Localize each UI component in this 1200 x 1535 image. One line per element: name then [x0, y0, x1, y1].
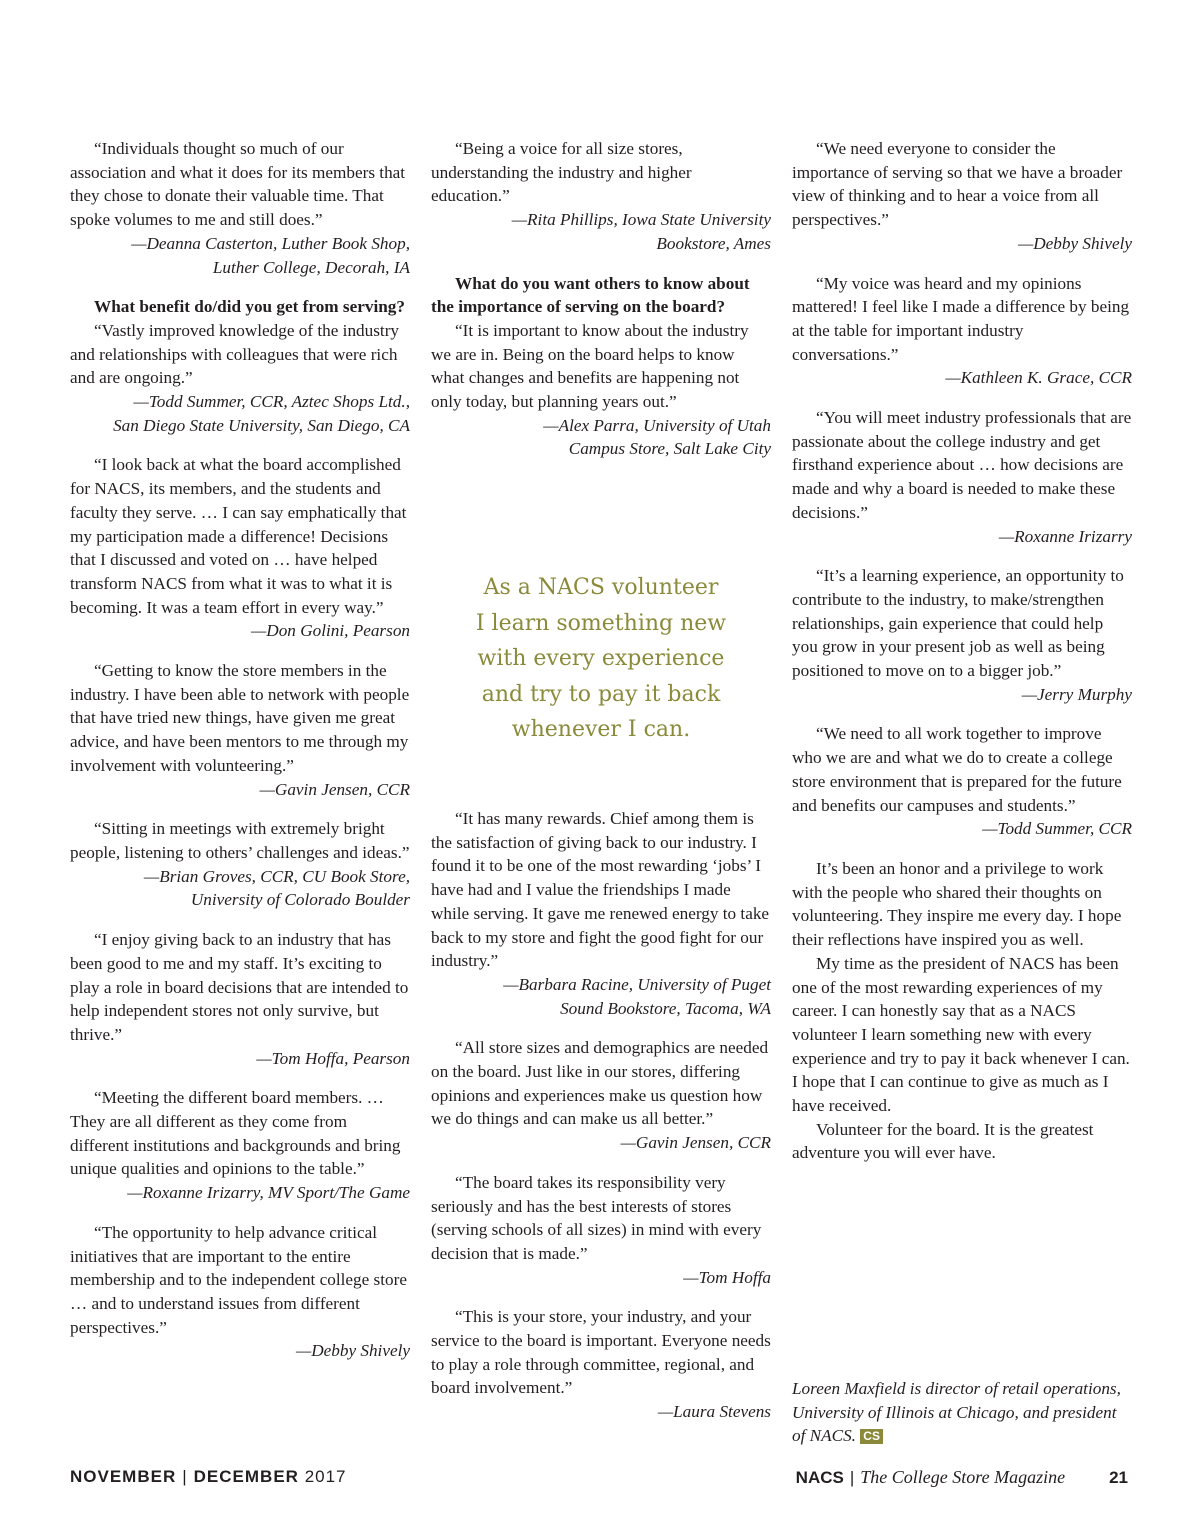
quote-text: “Individuals thought so much of our association and what it does for its members that they chose to donate their valuable time. That spoke volumes to me and still does.”: [70, 139, 406, 230]
quote-text: “Vastly improved knowledge of the industry and relationships with colleagues that were rich and are ongoing.”: [70, 320, 400, 388]
quote-attribution: —Roxanne Irizarry: [998, 526, 1132, 546]
quote-attribution: —Alex Parra, University of Utah Campus Store, Salt Lake City: [543, 415, 771, 459]
magazine-title: The College Store Magazine: [860, 1467, 1066, 1487]
quote-attribution: —Jerry Murphy: [1021, 684, 1132, 704]
quote-irizarry: [70, 1086, 410, 1205]
quote-text: “Being a voice for all size stores, understanding the industry and higher education.”: [431, 139, 692, 206]
quote-attribution: —Deanna Casterton, Luther Book Shop, Luther College, Decorah, IA: [131, 233, 410, 277]
column-3: [792, 137, 1132, 1165]
quote-attribution: —Todd Summer, CCR: [982, 819, 1132, 839]
quote-attribution: —Tom Hoffa, Pearson: [256, 1048, 410, 1068]
footer-magazine: [796, 1467, 1128, 1488]
quote-groves: [70, 817, 410, 912]
quote-text: “Getting to know the store members in the industry. I have been able to network with people that have tried new things, have given me great advice, and have been mentors to me through my involvement with volunteering.”: [70, 661, 410, 775]
quote-attribution: —Kathleen K. Grace, CCR: [945, 368, 1132, 388]
quote-racine: [431, 807, 771, 1020]
quote-text: “We need to all work together to improve who we are and what we do to create a college store environment that is prepared for the future and benefits our campuses and students.”: [792, 724, 1122, 815]
quote-stevens: [431, 1305, 771, 1424]
quote-phillips: [431, 137, 771, 256]
column-2: [431, 137, 771, 477]
section-benefit: [70, 295, 410, 437]
column-1: [70, 137, 410, 1379]
cs-end-mark: CS: [860, 1429, 883, 1444]
closing-paragraph: My time as the president of NACS has been one of the most rewarding experiences of my career. I can honestly say that as a NACS volunteer I learn something new with every experience and try to pay it back whenever I can. I hope that I can continue to give as much as I have received.: [792, 953, 1130, 1116]
author-bio-text: Loreen Maxfield is director of retail operations, University of Illinois at Chicago, and president of NACS.: [792, 1379, 1121, 1446]
issue-month-1: NOVEMBER: [70, 1467, 177, 1486]
issue-month-2: DECEMBER: [193, 1467, 299, 1486]
section-heading: What benefit do/did you get from serving?: [94, 297, 405, 317]
quote-attribution: —Gavin Jensen, CCR: [620, 1133, 771, 1153]
quote-casterton: [70, 137, 410, 279]
pull-quote: As a NACS volunteer I learn something new with every experience and try to pay it back whenever I can.: [475, 575, 727, 742]
quote-summer: [792, 722, 1132, 841]
quote-attribution: —Roxanne Irizarry, MV Sport/The Game: [127, 1183, 410, 1203]
quote-shively-2: [792, 137, 1132, 256]
quote-attribution: —Todd Summer, CCR, Aztec Shops Ltd., San Diego State University, San Diego, CA: [113, 392, 410, 435]
quote-jensen-2: [431, 1036, 771, 1155]
quote-text: “This is your store, your industry, and your service to the board is important. Everyone needs to play a role through committee, regional, and board involvement.”: [431, 1307, 771, 1398]
quote-hoffa: [70, 928, 410, 1070]
quote-text: “Meeting the different board members. … They are all different as they come from different institutions and backgrounds and bring unique qualities and opinions to the table.”: [70, 1088, 401, 1179]
footer-separator: |: [182, 1467, 188, 1486]
quote-golini: [70, 453, 410, 643]
quote-text: “We need everyone to consider the importance of serving so that we have a broader view of thinking and to hear a voice from all perspectives.”: [792, 139, 1123, 230]
quote-attribution: —Don Golini, Pearson: [251, 621, 410, 641]
quote-attribution: —Rita Phillips, Iowa State University Bookstore, Ames: [511, 210, 771, 253]
quote-attribution: —Gavin Jensen, CCR: [259, 779, 410, 799]
quote-text: “All store sizes and demographics are needed on the board. Just like in our stores, differing opinions and experiences make us question how we do things and can make us all better.”: [431, 1038, 769, 1129]
quote-text: “My voice was heard and my opinions mattered! I feel like I made a difference by being at the table for important industry conversations.”: [792, 273, 1130, 364]
quote-text: “It’s a learning experience, an opportunity to contribute to the industry, to make/strengthen relationships, gain experience that could help you grow in your present job as well as being positioned to move on to a bigger job.”: [792, 566, 1124, 681]
quote-irizarry-2: [792, 406, 1132, 548]
closing-remarks: [792, 857, 1132, 1165]
closing-paragraph: It’s been an honor and a privilege to work with the people who shared their thoughts on volunteering. They inspire me every day. I hope their reflections have inspired you as well.: [792, 858, 1122, 950]
quote-shively: [70, 1221, 410, 1363]
quote-attribution: —Tom Hoffa: [683, 1267, 771, 1287]
quote-grace: [792, 272, 1132, 391]
quote-text: “The opportunity to help advance critical initiatives that are important to the entire membership and to the independent college store … and to understand issues from different perspectives.”: [70, 1222, 407, 1337]
closing-paragraph: Volunteer for the board. It is the greatest adventure you will ever have.: [792, 1119, 1094, 1163]
quote-text: “I look back at what the board accomplished for NACS, its members, and the students and faculty they serve. … I can say emphatically that my participation made a difference! Decisions that I discussed and voted on … have helped transform NACS from what it was to what it is becoming. It was a team effort in every way.”: [70, 455, 407, 617]
quote-text: “I enjoy giving back to an industry that has been good to me and my staff. It’s exciting to play a role in board decisions that are intended to help independent stores not only survive, but thrive.”: [70, 930, 409, 1044]
quote-hoffa-2: [431, 1171, 771, 1290]
quote-attribution: —Debby Shively: [1017, 233, 1132, 253]
quote-attribution: —Brian Groves, CCR, CU Book Store, University of Colorado Boulder: [143, 866, 410, 910]
footer-issue-date: [70, 1467, 347, 1487]
quote-text: “You will meet industry professionals that are passionate about the college industry and get firsthand experience about … how decisions are made and why a board is needed to make these decisions.”: [792, 408, 1132, 522]
quote-attribution: —Barbara Racine, University of Puget Sound Bookstore, Tacoma, WA: [503, 974, 771, 1018]
issue-year: 2017: [304, 1467, 347, 1486]
quote-text: “It is important to know about the industry we are in. Being on the board helps to know what changes and benefits are happening not only today, but planning years out.”: [431, 320, 749, 412]
column-2-lower: [431, 807, 771, 1440]
author-bio: [792, 1377, 1132, 1448]
quote-jensen: [70, 659, 410, 801]
quote-text: “Sitting in meetings with extremely bright people, listening to others’ challenges and ideas.”: [70, 819, 410, 862]
quote-text: “It has many rewards. Chief among them is the satisfaction of giving back to our industry. I found it to be one of the most rewarding ‘jobs’ I have had and I value the friendships I made while serving. It gave me renewed energy to take back to my store and fight the good fight for our industry.”: [431, 809, 770, 971]
page-number: 21: [1109, 1468, 1128, 1487]
quote-murphy: [792, 564, 1132, 706]
section-heading: What do you want others to know about the importance of serving on the board?: [431, 273, 750, 317]
section-importance: [431, 272, 771, 462]
magazine-brand: NACS: [795, 1468, 844, 1487]
quote-attribution: —Debby Shively: [295, 1341, 410, 1361]
quote-text: “The board takes its responsibility very seriously and has the best interests of stores (serving schools of all sizes) in mind with every decision that is made.”: [431, 1172, 762, 1263]
footer-separator: |: [849, 1468, 855, 1487]
quote-attribution: —Laura Stevens: [657, 1402, 771, 1422]
